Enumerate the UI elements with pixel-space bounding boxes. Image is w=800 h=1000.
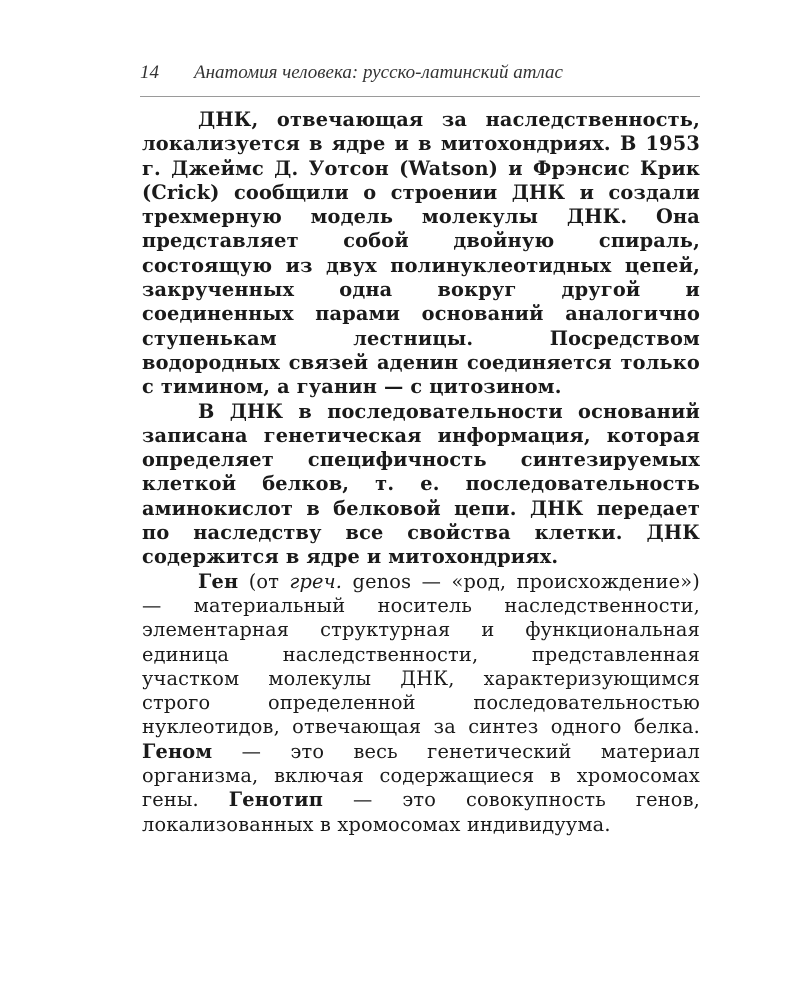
term-genotype: Генотип (228, 788, 324, 812)
paragraph-dna-structure: ДНК, отвечающая за наследственность, локализуется в ядре и в митохондриях. В 1953 г. Джеймс Д. Уотсон (Watson) и Фрэнсис Крик (Crick) сообщили о строении ДНК и создали трехмерную модель молекулы ДНК. Она представляет собой двойную спираль, состоящую из двух полинуклеотидных цепей, закрученных одна вокруг другой и соединенных парами оснований аналогично ступенькам лестницы. Посредством водородных связей аденин соединяется только с тимином, а гуанин — с цитозином. (142, 108, 700, 399)
running-title: Анатомия человека: русско-латинский атлас (194, 62, 563, 83)
paragraph-gene-definition (142, 570, 700, 837)
running-header (140, 62, 700, 97)
gene-lang: греч. (289, 569, 343, 593)
page-body (142, 108, 700, 837)
term-genome: Геном (142, 739, 213, 763)
gene-text-b: genos — «род, происхождение») — материальный носитель наследственности, элементарная структурная и функциональная единица наследственности, представленная участком молекулы ДНК, характеризующимся строго определенной последовательностью нуклеотидов, отвечающая за синтез одного белка. (142, 569, 701, 739)
paragraph-dna-information: В ДНК в последовательности оснований записана генетическая информация, которая определяет специфичность синтезируемых клеткой белков, т. е. последовательность аминокислот в белковой цепи. ДНК передает по наследству все свойства клетки. ДНК содержится в ядре и митохондриях. (142, 399, 700, 569)
gene-text-a: (от (238, 569, 290, 593)
term-gene: Ген (198, 569, 239, 593)
genotype-text: — это совокупность генов, локализованных в хромосомах индивидуума. (142, 788, 700, 836)
page-number: 14 (140, 62, 159, 83)
genome-text: — это весь генетический материал организма, включая содержащиеся в хромосомах гены. (142, 739, 700, 812)
